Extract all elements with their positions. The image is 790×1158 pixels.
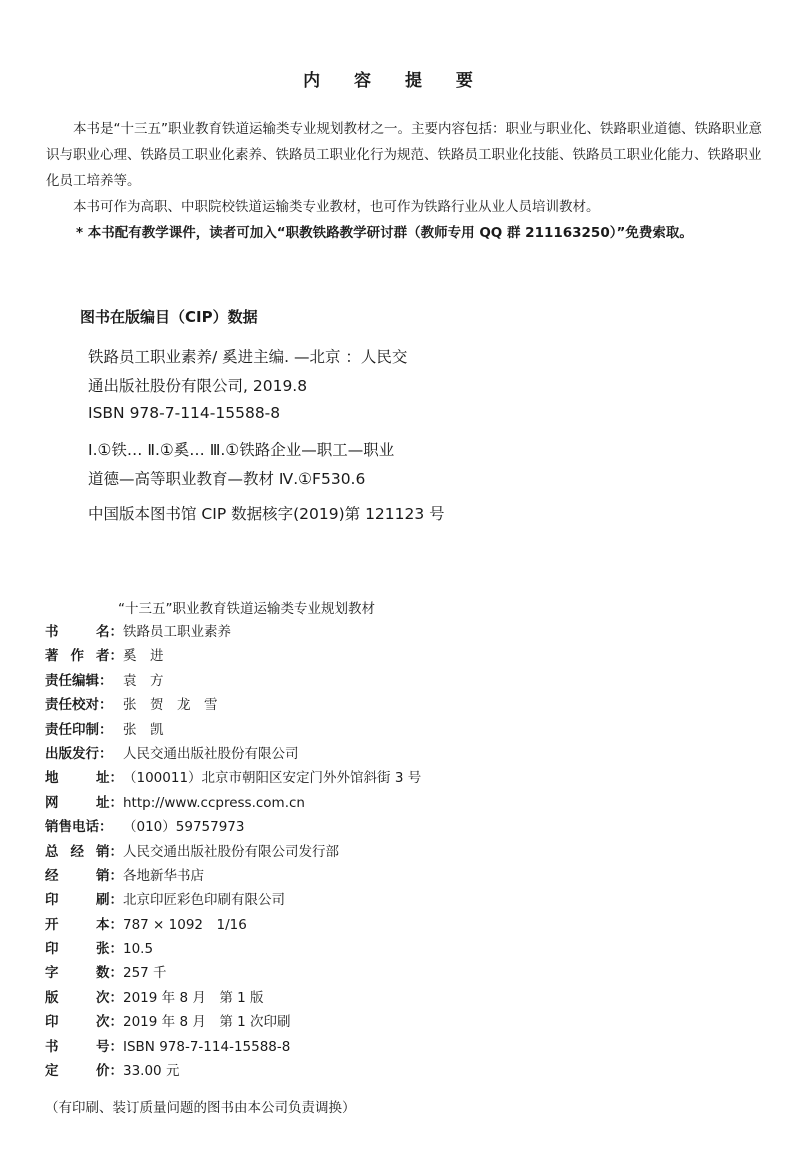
colophon-row: [45, 620, 765, 644]
colophon-value: ISBN 978-7-114-15588-8: [123, 1038, 291, 1055]
colophon-value: 人民交通出版社股份有限公司发行部: [123, 843, 339, 860]
summary-paragraph-2: 本书可作为高职、中职院校铁道运输类专业教材，也可作为铁路行业从业人员培训教材。: [73, 199, 600, 215]
colophon-row: [45, 840, 765, 864]
colophon-label: [45, 669, 123, 693]
colophon-row: [45, 1010, 765, 1034]
colophon-label-part: 印: [45, 941, 59, 958]
colophon-row: [45, 644, 765, 668]
colophon-row: [45, 766, 765, 790]
colophon-label-part: 号：: [96, 1038, 123, 1055]
colophon-value: 北京印匠彩色印刷有限公司: [123, 892, 285, 909]
colophon-value: http://www.ccpress.com.cn: [123, 794, 305, 811]
colophon-row: [45, 913, 765, 937]
colophon-label-part: 销售电话：: [45, 819, 113, 836]
summary-paragraph-1: 本书是“十三五”职业教育铁道运输类专业规划教材之一。主要内容包括：职业与职业化、铁路职业道德、铁路职业意识与职业心理、铁路员工职业化素养、铁路员工职业化行为规范、铁路员工职业化技能、铁路员工职业化能力、铁路职业化员工培养等。: [46, 121, 762, 189]
colophon-label: [45, 986, 123, 1010]
colophon-row: [45, 864, 765, 888]
colophon-label: [45, 888, 123, 912]
colophon-label-part: 址：: [96, 794, 123, 811]
colophon-value: （100011）北京市朝阳区安定门外外馆斜街 3 号: [123, 770, 422, 787]
colophon-label-part: 址：: [96, 770, 123, 787]
colophon-label-part: 出版发行：: [45, 745, 113, 762]
colophon-label-part: 次：: [96, 1014, 123, 1031]
colophon-label: [45, 620, 123, 644]
colophon-label: [45, 718, 123, 742]
colophon-label-part: 本：: [96, 916, 123, 933]
colophon-label-part: 次：: [96, 989, 123, 1006]
cip-heading: 图书在版编目（CIP）数据: [80, 308, 258, 326]
colophon-label-part: 责任编辑：: [45, 672, 113, 689]
colophon-label: [45, 961, 123, 985]
colophon-value: （010）59757973: [123, 819, 245, 836]
colophon-value: 人民交通出版社股份有限公司: [123, 745, 299, 762]
colophon-label: [45, 1010, 123, 1034]
cip-line-1: 铁路员工职业素养/ 奚进主编. —北京 ：人民交: [88, 348, 408, 366]
colophon-row: [45, 986, 765, 1010]
colophon-label-part: 经: [45, 867, 59, 884]
colophon-label-part: 销：: [96, 843, 123, 860]
colophon-value: 257 千: [123, 965, 167, 982]
colophon-label-part: 版: [45, 989, 59, 1006]
series-name: “十三五”职业教育铁道运输类专业规划教材: [118, 601, 375, 617]
colophon-label-part: 开: [45, 916, 59, 933]
colophon-value: 各地新华书店: [123, 867, 204, 884]
colophon-label: [45, 693, 123, 717]
cip-line-2: 通出版社股份有限公司, 2019.8: [88, 377, 308, 395]
colophon-label-part: 著: [45, 648, 59, 665]
colophon-row: [45, 1059, 765, 1083]
cip-line-4: Ⅰ.①铁… Ⅱ.①奚… Ⅲ.①铁路企业—职工—职业: [88, 441, 395, 459]
colophon-value: 张 贺 龙 雪: [123, 697, 218, 714]
colophon-label-part: 责任印制：: [45, 721, 113, 738]
colophon-label-part: 张：: [96, 941, 123, 958]
colophon-value: 2019 年 8 月 第 1 次印刷: [123, 1014, 291, 1031]
colophon-label-part: 作: [70, 648, 84, 665]
colophon-label-part: 责任校对：: [45, 697, 113, 714]
colophon-label-part: 书: [45, 1038, 59, 1055]
colophon-label-part: 印: [45, 1014, 59, 1031]
quality-note: （有印刷、装订质量问题的图书由本公司负责调换）: [45, 1100, 356, 1116]
colophon-row: [45, 937, 765, 961]
colophon-label-part: 网: [45, 794, 59, 811]
colophon-label-part: 名：: [96, 624, 123, 640]
summary-title: 内 容 提 要: [303, 71, 487, 91]
colophon-value: 787 × 1092 1/16: [123, 916, 247, 933]
colophon-label: [45, 791, 123, 815]
colophon-label: [45, 766, 123, 790]
colophon-row: [45, 815, 765, 839]
colophon-label: [45, 644, 123, 668]
colophon-label-part: 销：: [96, 867, 123, 884]
colophon-label-part: 定: [45, 1063, 59, 1080]
colophon-label-part: 印: [45, 892, 59, 909]
colophon-label-part: 字: [45, 965, 59, 982]
colophon-label-part: 刷：: [96, 892, 123, 909]
colophon-value: 铁路员工职业素养: [123, 624, 231, 640]
colophon-label-part: 数：: [96, 965, 123, 982]
colophon-row: [45, 791, 765, 815]
colophon-label: [45, 815, 123, 839]
summary-paragraph-3: * 本书配有教学课件，读者可加入“职教铁路教学研讨群（教师专用 QQ 群 211163250）”免费索取。: [76, 225, 693, 241]
colophon-label-part: 价：: [96, 1063, 123, 1080]
colophon-value: 袁 方: [123, 672, 164, 689]
colophon-label: [45, 913, 123, 937]
colophon-label: [45, 840, 123, 864]
colophon-row: [45, 669, 765, 693]
colophon-label: [45, 1035, 123, 1059]
colophon-label-part: 总: [45, 843, 59, 860]
colophon-label-part: 地: [45, 770, 59, 787]
colophon-row: [45, 718, 765, 742]
colophon-row: [45, 693, 765, 717]
cip-line-6: 中国版本图书馆 CIP 数据核字(2019)第 121123 号: [88, 505, 445, 523]
colophon-label-part: 者：: [96, 648, 123, 665]
colophon-label: [45, 742, 123, 766]
colophon-value: 奚 进: [123, 648, 164, 665]
colophon-row: [45, 888, 765, 912]
colophon-value: 33.00 元: [123, 1063, 180, 1080]
colophon-label-part: 经: [70, 843, 84, 860]
colophon-label: [45, 1059, 123, 1083]
colophon-label: [45, 937, 123, 961]
cip-line-5: 道德—高等职业教育—教材 Ⅳ.①F530.6: [88, 470, 366, 488]
colophon-value: 张 凯: [123, 721, 164, 738]
colophon-label-part: 书: [45, 624, 59, 640]
colophon-label: [45, 864, 123, 888]
colophon-row: [45, 1035, 765, 1059]
colophon-value: 10.5: [123, 941, 154, 958]
colophon-row: [45, 961, 765, 985]
colophon-value: 2019 年 8 月 第 1 版: [123, 989, 264, 1006]
colophon-table: [45, 620, 765, 1083]
cip-line-3: ISBN 978-7-114-15588-8: [88, 404, 281, 422]
colophon-row: [45, 742, 765, 766]
